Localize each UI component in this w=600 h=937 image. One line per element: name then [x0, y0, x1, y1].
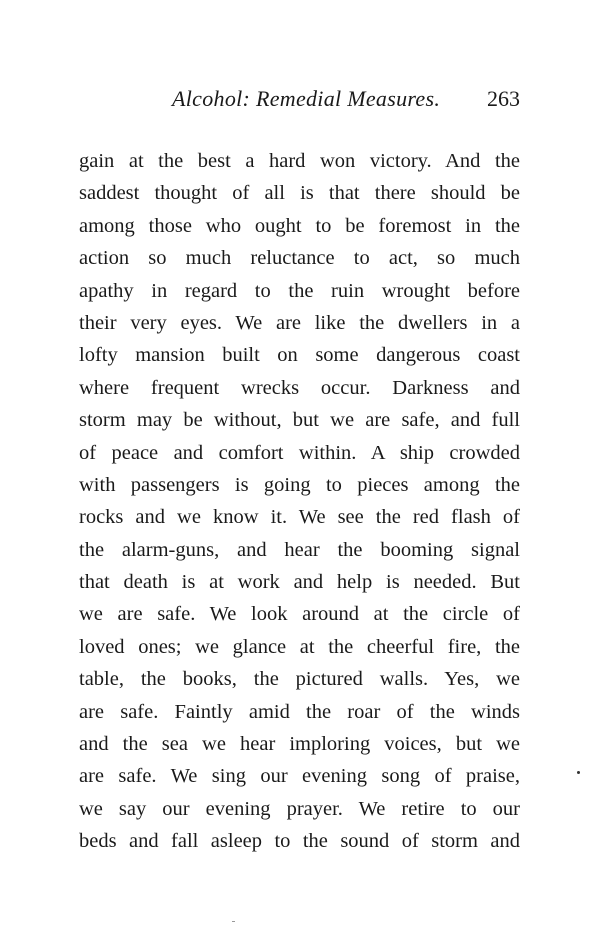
text-line: of peace and comfort within. A ship crowded [79, 441, 520, 464]
text-line: saddest thought of all is that there should be [79, 182, 520, 205]
text-line: we say our evening prayer. We retire to our [79, 797, 520, 820]
text-line: the alarm-guns, and hear the booming signal [79, 538, 520, 561]
stray-ink-mark [232, 921, 235, 922]
text-line: where frequent wrecks occur. Darkness and [79, 376, 520, 399]
text-line: among those who ought to be foremost in the [79, 214, 520, 237]
text-line: apathy in regard to the ruin wrought before [79, 279, 520, 302]
text-line: their very eyes. We are like the dwellers in a [79, 311, 520, 334]
body-text [79, 145, 520, 858]
text-line: are safe. Faintly amid the roar of the winds [79, 700, 520, 723]
page-number: 263 [487, 86, 520, 111]
text-line: that death is at work and help is needed. But [79, 571, 520, 594]
text-line: loved ones; we glance at the cheerful fire, the [79, 635, 520, 658]
text-line: storm may be without, but we are safe, and full [79, 409, 520, 432]
text-line: gain at the best a hard won victory. And the [79, 150, 520, 172]
text-line: and the sea we hear imploring voices, but we [79, 733, 520, 756]
text-line: lofty mansion built on some dangerous coast [79, 344, 520, 367]
text-line: beds and fall asleep to the sound of storm and [79, 830, 520, 853]
text-line: action so much reluctance to act, so much [79, 247, 520, 270]
text-line: rocks and we know it. We see the red flash of [79, 506, 520, 529]
text-line: are safe. We sing our evening song of praise, [79, 765, 520, 788]
text-line: we are safe. We look around at the circle of [79, 603, 520, 626]
text-line: table, the books, the pictured walls. Yes, we [79, 668, 520, 691]
running-title: Alcohol: Remedial Measures. [172, 86, 441, 111]
stray-ink-dot [577, 771, 580, 774]
running-head [80, 86, 520, 120]
text-line: with passengers is going to pieces among the [79, 473, 520, 496]
